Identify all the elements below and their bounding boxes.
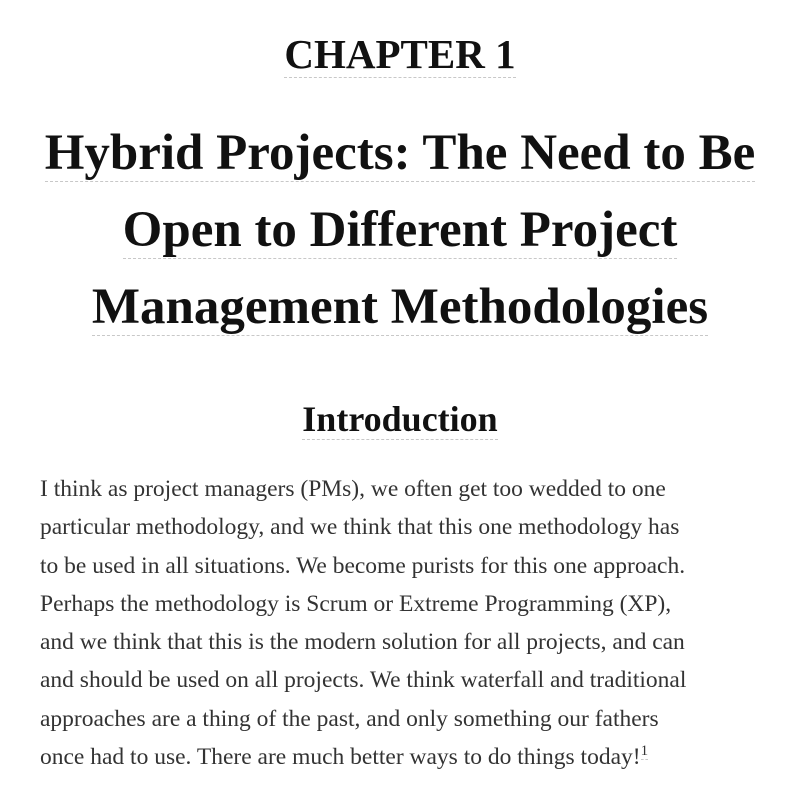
chapter-title-line [0,192,800,269]
body-paragraph [40,470,760,776]
paragraph-line-2: particular methodology, and we think that this one methodology has [40,514,680,541]
chapter-title-line-3: Management Methodologies [91,279,709,335]
footnote-reference-link[interactable]: 1 [640,743,649,760]
chapter-title-line [0,269,800,346]
chapter-title-line [0,115,800,192]
paragraph-line-4: Perhaps the methodology is Scrum or Extreme Programming (XP), [40,590,672,617]
paragraph-line-3: to be used in all situations. We become purists for this one approach. [40,552,686,579]
section-heading [0,397,800,441]
paragraph-line-1: I think as project managers (PMs), we often get too wedded to one [40,476,666,502]
chapter-title [0,115,800,346]
paragraph-line-6: and should be used on all projects. We think waterfall and traditional [40,667,687,694]
paragraph-line-5: and we think that this is the modern solution for all projects, and can [40,629,685,656]
paragraph-line-8-text: once had to use. There are much better ways to do things today! [40,744,641,771]
chapter-title-line-1: Hybrid Projects: The Need to Be [44,125,756,181]
section-heading-text: Introduction [302,399,498,439]
chapter-label-text: CHAPTER 1 [284,31,516,77]
chapter-label [0,30,800,78]
paragraph-line-8 [40,738,760,776]
chapter-title-line-2: Open to Different Project [122,202,678,258]
paragraph-line-7: approaches are a thing of the past, and only something our fathers [40,705,659,732]
